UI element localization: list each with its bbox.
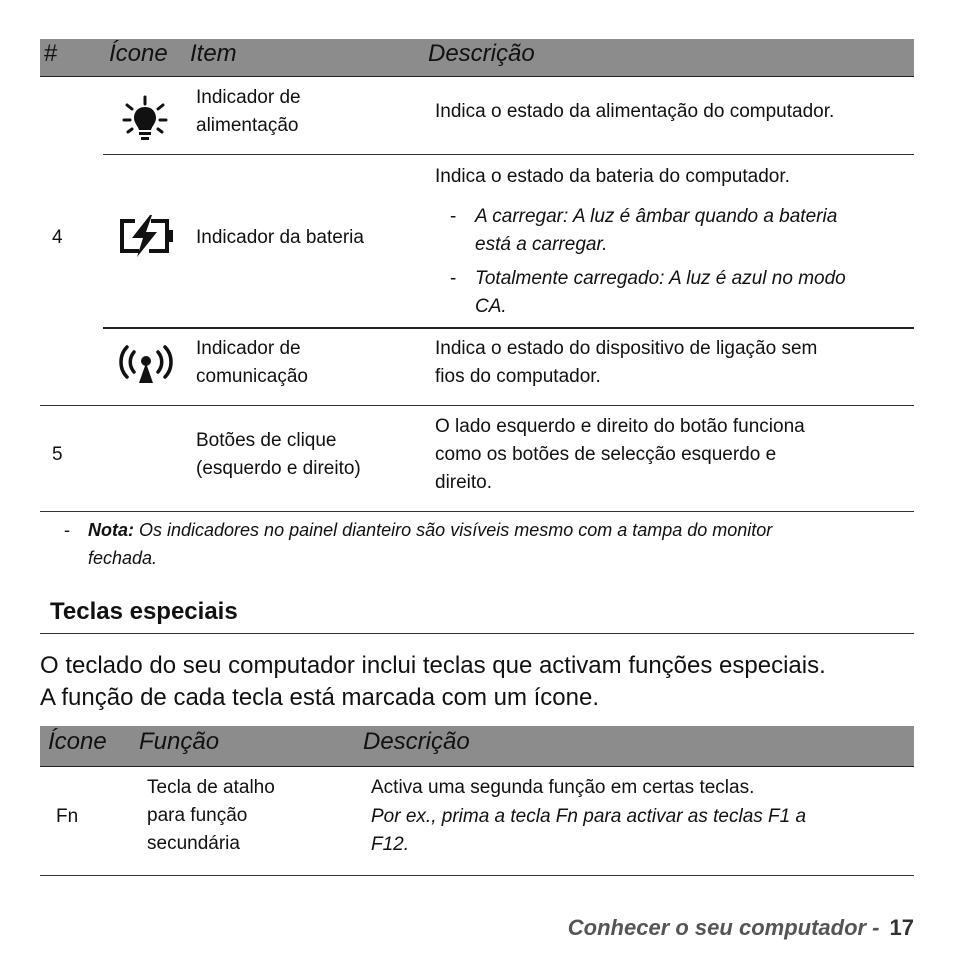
row2-item: Indicador da bateria [196, 227, 364, 248]
power-light-icon [120, 94, 170, 149]
note [88, 516, 772, 572]
bullet2-text: Totalmente carregado: A luz é azul no modo CA. [475, 268, 846, 317]
row2-desc: Indica o estado da bateria do computador. [435, 166, 790, 187]
section-title: Teclas especiais [50, 598, 238, 625]
wireless-icon [118, 341, 174, 390]
bullet1-text: A carregar: A luz é âmbar quando a bateria está a carregar. [475, 206, 838, 255]
footer-text: Conhecer o seu computador - [567, 915, 880, 940]
battery-charging-icon [117, 214, 175, 263]
header2-icon: Ícone [48, 728, 107, 755]
row4-desc: O lado esquerdo e direito do botão funciona como os botões de selecção esquerdo e direito. [435, 416, 805, 493]
table1-header [40, 39, 914, 77]
table2-header [40, 726, 914, 767]
page-footer [568, 915, 914, 941]
row1-item: Indicador de alimentação [196, 87, 301, 136]
note-text: Os indicadores no painel dianteiro são visíveis mesmo com a tampa do monitor fechada. [88, 520, 773, 568]
header2-func: Função [139, 728, 220, 755]
fn-func: Tecla de atalho para função secundária [147, 777, 275, 854]
fn-desc-italic: Por ex., prima a tecla Fn para activar as teclas F1 a F12. [371, 806, 807, 855]
bullet2-dash: - [450, 268, 457, 289]
row-num-5: 5 [52, 444, 63, 465]
row3-item: Indicador de comunicação [196, 338, 308, 387]
row4-item: Botões de clique (esquerdo e direito) [196, 430, 361, 479]
row1-desc: Indica o estado da alimentação do computador. [435, 101, 835, 122]
header-icon: Ícone [109, 40, 168, 67]
header2-desc: Descrição [363, 728, 470, 755]
note-label: Nota: [88, 520, 134, 540]
bullet1-dash: - [450, 206, 457, 227]
section-intro: O teclado do seu computador inclui teclas que activam funções especiais. A função de cada tecla está marcada com um ícone. [40, 652, 826, 711]
row-num-4: 4 [52, 227, 63, 248]
page-number: 17 [889, 915, 914, 940]
fn-desc: Activa uma segunda função em certas teclas. [371, 777, 755, 798]
note-dash: - [64, 520, 70, 540]
header-desc: Descrição [428, 40, 535, 67]
header-num: # [44, 40, 58, 67]
row3-desc: Indica o estado do dispositivo de ligação sem fios do computador. [435, 338, 818, 387]
header-item: Item [190, 40, 237, 67]
fn-key: Fn [56, 806, 79, 827]
